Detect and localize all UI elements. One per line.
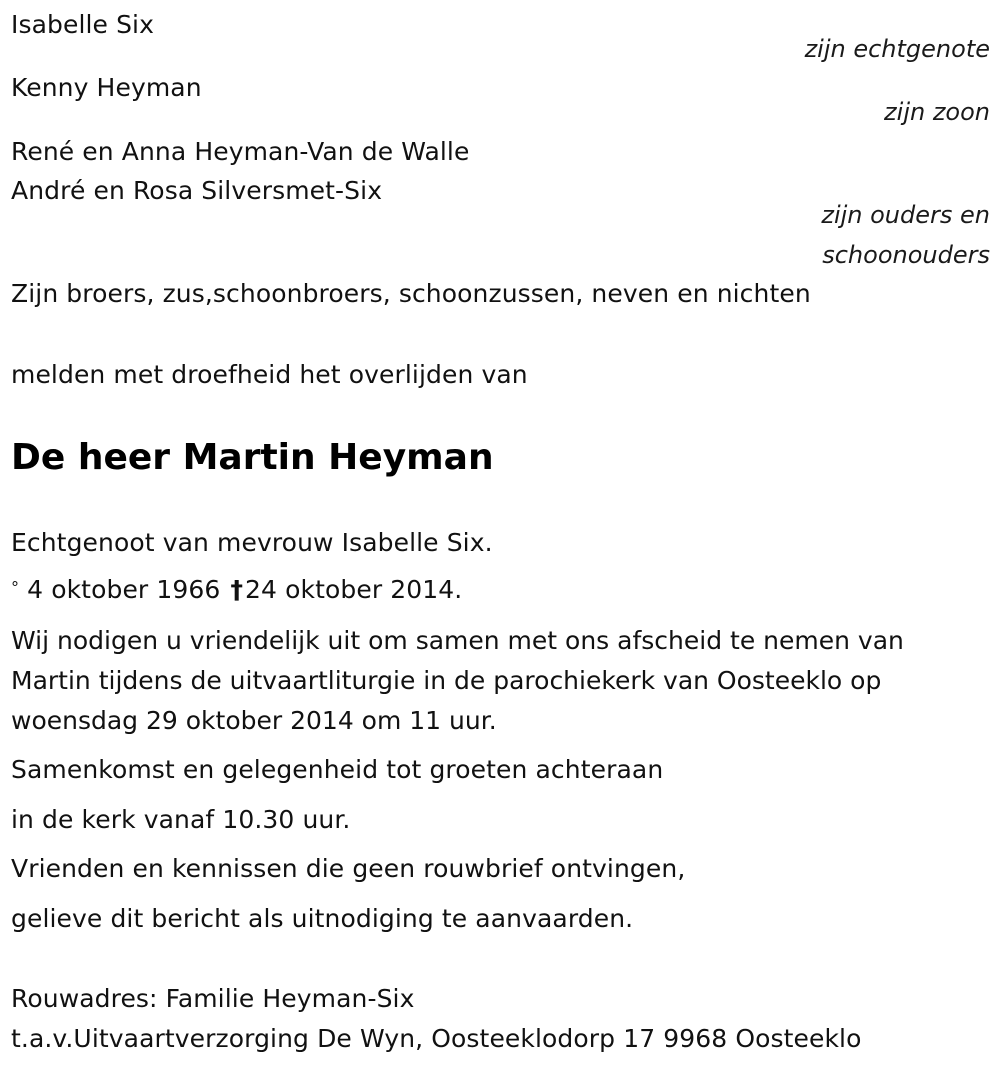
invitation-line: Wij nodigen u vriendelijk uit om samen met ons afscheid te nemen van bbox=[11, 626, 904, 655]
invitation-line: Martin tijdens de uitvaartliturgie in de parochiekerk van Oosteeklo op bbox=[11, 666, 882, 695]
deceased-name: De heer Martin Heyman bbox=[11, 437, 494, 478]
gathering-line: Samenkomst en gelegenheid tot groeten achteraan bbox=[11, 755, 664, 784]
birth-symbol: ° bbox=[11, 578, 20, 597]
family-member-name: René en Anna Heyman-Van de Walle bbox=[11, 137, 470, 166]
family-member-name: Isabelle Six bbox=[11, 10, 154, 39]
address-line: Rouwadres: Familie Heyman-Six bbox=[11, 984, 415, 1013]
family-member-name: Kenny Heyman bbox=[11, 73, 202, 102]
family-member-role: schoonouders bbox=[822, 241, 990, 269]
dates-line bbox=[11, 575, 462, 605]
cross-icon: † bbox=[230, 575, 244, 604]
family-member-name: André en Rosa Silversmet-Six bbox=[11, 176, 383, 205]
spouse-line: Echtgenoot van mevrouw Isabelle Six. bbox=[11, 528, 493, 557]
family-member-role: zijn ouders en bbox=[821, 201, 990, 229]
family-member-role: zijn zoon bbox=[884, 98, 990, 126]
birth-date: 4 oktober 1966 bbox=[27, 575, 221, 604]
invitation-line: woensdag 29 oktober 2014 om 11 uur. bbox=[11, 706, 497, 735]
friends-line: gelieve dit bericht als uitnodiging te aanvaarden. bbox=[11, 904, 634, 933]
announcement-text: melden met droefheid het overlijden van bbox=[11, 360, 528, 389]
family-member-name: Zijn broers, zus,schoonbroers, schoonzussen, neven en nichten bbox=[11, 279, 811, 308]
invitation-paragraph bbox=[11, 621, 986, 741]
gathering-line: in de kerk vanaf 10.30 uur. bbox=[11, 805, 351, 834]
death-date: 24 oktober 2014. bbox=[245, 575, 463, 604]
friends-line: Vrienden en kennissen die geen rouwbrief ontvingen, bbox=[11, 854, 686, 883]
address-line: t.a.v.Uitvaartverzorging De Wyn, Oosteeklodorp 17 9968 Oosteeklo bbox=[11, 1024, 862, 1053]
family-member-role: zijn echtgenote bbox=[804, 35, 990, 63]
